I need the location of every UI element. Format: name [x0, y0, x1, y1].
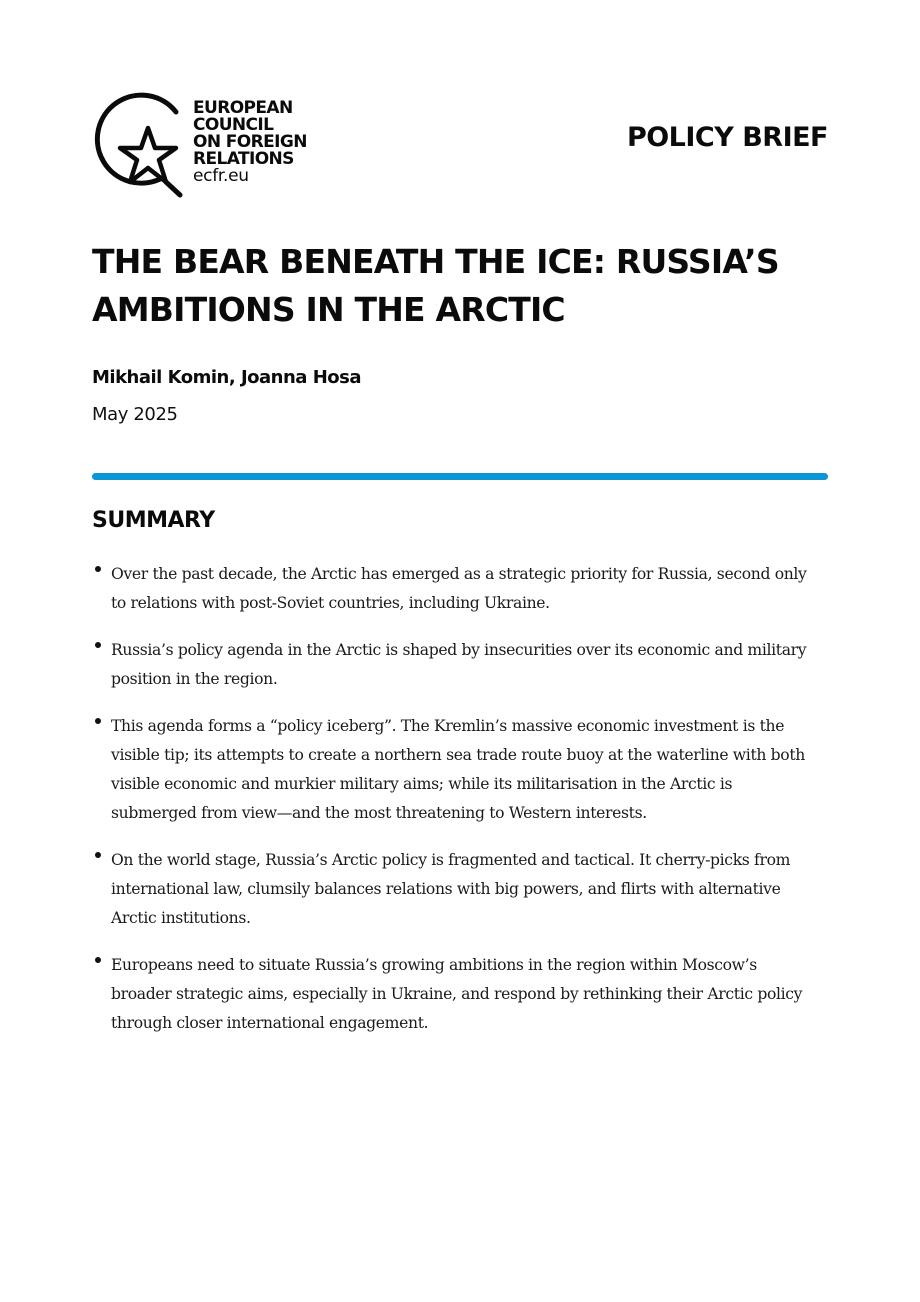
authors: Mikhail Komin, Joanna Hosa: [92, 367, 362, 388]
logo-line: EUROPEAN: [193, 98, 293, 118]
text-line: Arctic institutions.: [111, 909, 251, 927]
summary-item: [92, 712, 828, 828]
title-line: AMBITIONS IN THE ARCTIC: [92, 290, 565, 329]
text-line: submerged from view—and the most threatening to Western interests.: [111, 804, 647, 822]
bullet-icon: [95, 852, 101, 858]
summary-item-text: [111, 712, 828, 828]
summary-item: [92, 636, 828, 694]
page-header: [92, 90, 828, 200]
summary-item: [92, 846, 828, 933]
section-divider: [92, 473, 828, 480]
summary-list: [92, 560, 828, 1056]
document-type-label: POLICY BRIEF: [626, 122, 828, 153]
text-line: Over the past decade, the Arctic has emerged as a strategic priority for Russia, second only: [111, 565, 807, 583]
text-line: international law, clumsily balances relations with big powers, and flirts with alternative: [111, 880, 781, 898]
logo-url: ecfr.eu: [193, 166, 249, 186]
page-title: [92, 238, 832, 334]
summary-item-text: [111, 951, 828, 1038]
logo-line: ON FOREIGN: [193, 132, 307, 152]
summary-item-text: [111, 636, 828, 694]
publication-date: May 2025: [92, 404, 178, 425]
text-line: broader strategic aims, especially in Ukraine, and respond by rethinking their Arctic policy: [111, 985, 803, 1003]
bullet-icon: [95, 957, 101, 963]
text-line: visible economic and murkier military aims; while its militarisation in the Arctic is: [111, 775, 733, 793]
text-line: through closer international engagement.: [111, 1014, 429, 1032]
logo-line: RELATIONS: [193, 149, 294, 169]
text-line: This agenda forms a “policy iceberg”. The Kremlin’s massive economic investment is the: [111, 717, 785, 735]
logo-wordmark: [193, 100, 307, 185]
text-line: On the world stage, Russia’s Arctic policy is fragmented and tactical. It cherry-picks from: [111, 851, 791, 869]
summary-item-text: [111, 560, 828, 618]
summary-item: [92, 951, 828, 1038]
text-line: position in the region.: [111, 670, 278, 688]
ecfr-star-logo-icon: [92, 90, 188, 198]
bullet-icon: [95, 718, 101, 724]
text-line: Russia’s policy agenda in the Arctic is shaped by insecurities over its economic and military: [111, 641, 807, 659]
text-line: visible tip; its attempts to create a northern sea trade route buoy at the waterline with both: [111, 746, 805, 764]
summary-item: [92, 560, 828, 618]
text-line: to relations with post-Soviet countries, including Ukraine.: [111, 594, 550, 612]
bullet-icon: [95, 642, 101, 648]
summary-item-text: [111, 846, 828, 933]
text-line: Europeans need to situate Russia’s growing ambitions in the region within Moscow’s: [111, 956, 757, 974]
title-line: THE BEAR BENEATH THE ICE: RUSSIA’S: [92, 242, 779, 281]
bullet-icon: [95, 566, 101, 572]
summary-heading: SUMMARY: [92, 508, 215, 533]
logo-line: COUNCIL: [193, 115, 274, 135]
